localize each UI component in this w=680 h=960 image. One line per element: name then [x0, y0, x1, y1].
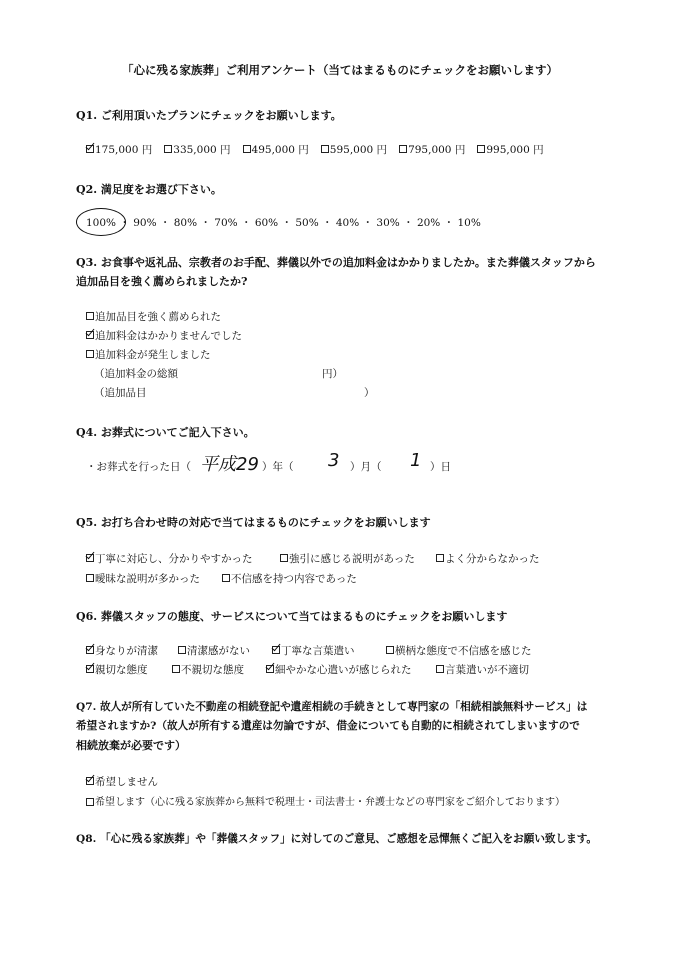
- q3-option[interactable]: [86, 328, 242, 343]
- checkbox-icon[interactable]: [86, 798, 94, 806]
- q5-option[interactable]: [280, 551, 415, 566]
- q4-month-label: ）月（: [350, 461, 382, 473]
- checkbox-icon[interactable]: [436, 665, 444, 673]
- q5-option[interactable]: [86, 571, 200, 586]
- option-label: 丁寧に対応し、分かりやすかった: [95, 553, 253, 565]
- handwritten-day: 1: [410, 450, 422, 471]
- q7-option[interactable]: [86, 774, 158, 789]
- q7-question-line2: 希望されますか?（故人が所有する遺産は勿論ですが、借金についても自動的に相続されてしまいますので: [76, 720, 580, 732]
- option-label: よく分からなかった: [445, 553, 540, 565]
- q3-question-line1: Q3. お食事や返礼品、宗教者のお手配、葬儀以外での追加料金はかかりましたか。また葬儀スタッフから: [76, 256, 596, 269]
- q2-question: Q2. 満足度をお選び下さい。: [76, 183, 222, 196]
- scale-separator: ・: [359, 217, 377, 229]
- checkbox-icon[interactable]: [172, 665, 180, 673]
- checkbox-icon[interactable]: [477, 145, 485, 153]
- q1-question: Q1. ご利用頂いたプランにチェックをお願いします。: [76, 109, 342, 122]
- checkbox-icon[interactable]: [272, 646, 280, 654]
- option-label: 身なりが清潔: [95, 645, 158, 657]
- q3-items-close: ）: [364, 387, 375, 399]
- checkbox-icon[interactable]: [178, 646, 186, 654]
- checkbox-icon[interactable]: [436, 554, 444, 562]
- option-label: 丁寧な言葉遣い: [281, 645, 355, 657]
- scale-separator: ・: [156, 217, 174, 229]
- option-label: 清潔感がない: [187, 645, 250, 657]
- option-label: 親切な態度: [95, 664, 148, 676]
- checkbox-icon[interactable]: [266, 665, 274, 673]
- q3-option[interactable]: [86, 309, 221, 324]
- q3-total-unit: 円）: [322, 368, 343, 380]
- scale-option[interactable]: 80%: [173, 217, 198, 229]
- option-label: 不信感を持つ内容であった: [231, 573, 357, 585]
- q5-question: Q5. お打ち合わせ時の対応で当てはまるものにチェックをお願いします: [76, 516, 431, 529]
- q7-question-line1: Q7. 故人が所有していた不動産の相続登記や遺産相続の手続きとして専門家の「相続相談無料サービス」は: [76, 701, 588, 713]
- q6-option[interactable]: [436, 662, 529, 677]
- option-label: 希望します（心に残る家族葬から無料で税理士・司法書士・弁護士などの専門家をご紹介しております）: [95, 797, 565, 808]
- scale-separator: ・: [278, 217, 296, 229]
- q2-scale: [86, 215, 481, 230]
- option-label: 175,000 円: [95, 144, 153, 156]
- q1-options: [86, 142, 556, 157]
- option-label: 細やかな心遣いが感じられた: [275, 664, 412, 676]
- option-label: 995,000 円: [486, 144, 544, 156]
- q4-year-label: ）年（: [262, 461, 294, 473]
- checkbox-icon[interactable]: [86, 350, 94, 358]
- checkbox-icon[interactable]: [399, 145, 407, 153]
- scale-separator: ・: [237, 217, 255, 229]
- plan-option[interactable]: [243, 144, 309, 156]
- plan-option[interactable]: [164, 144, 230, 156]
- q7-question-line3: 相続放棄が必要です）: [76, 739, 186, 752]
- option-label: 追加料金はかかりませんでした: [95, 330, 242, 342]
- q6-option[interactable]: [272, 643, 355, 658]
- survey-title: 「心に残る家族葬」ご利用アンケート（当てはまるものにチェックをお願いします）: [122, 63, 558, 77]
- scale-separator: ・: [116, 217, 134, 229]
- scale-option[interactable]: 90%: [133, 217, 157, 229]
- q5-option[interactable]: [222, 571, 357, 586]
- scale-option[interactable]: 50%: [295, 217, 319, 229]
- option-label: 595,000 円: [329, 144, 388, 156]
- scale-option[interactable]: 100%: [86, 217, 117, 229]
- option-label: 335,000 円: [173, 144, 231, 156]
- q6-option[interactable]: [266, 662, 412, 677]
- scale-separator: ・: [399, 217, 417, 229]
- scale-separator: ・: [197, 217, 215, 229]
- q3-total-label: （追加料金の総額: [94, 368, 178, 380]
- checkbox-icon[interactable]: [280, 554, 288, 562]
- checkbox-icon[interactable]: [86, 665, 94, 673]
- q5-option[interactable]: [436, 551, 540, 566]
- checkbox-icon[interactable]: [86, 777, 94, 785]
- scale-option[interactable]: 60%: [254, 217, 279, 229]
- checkbox-icon[interactable]: [86, 554, 94, 562]
- handwritten-month: 3: [328, 450, 340, 471]
- checkbox-icon[interactable]: [321, 145, 329, 153]
- option-label: 強引に感じる説明があった: [289, 553, 415, 565]
- checkbox-icon[interactable]: [86, 331, 94, 339]
- checkbox-icon[interactable]: [86, 646, 94, 654]
- q4-prefix: ・お葬式を行った日（: [86, 461, 191, 473]
- q6-option[interactable]: [172, 662, 244, 677]
- scale-separator: ・: [440, 217, 458, 229]
- option-label: 曖昧な説明が多かった: [95, 573, 200, 585]
- option-label: 不親切な態度: [181, 664, 244, 676]
- checkbox-icon[interactable]: [86, 145, 94, 153]
- checkbox-icon[interactable]: [86, 312, 94, 320]
- q3-question-line2: 追加品目を強く薦められましたか?: [76, 275, 248, 288]
- handwritten-era-year: 平成29: [200, 454, 259, 475]
- option-label: 495,000 円: [251, 144, 309, 156]
- plan-option[interactable]: [399, 144, 465, 156]
- q6-option[interactable]: [178, 643, 250, 658]
- option-label: 追加料金が発生しました: [95, 349, 211, 361]
- q4-day-label: ）日: [430, 461, 451, 473]
- q7-option[interactable]: [86, 793, 565, 808]
- q8-question: Q8. 「心に残る家族葬」や「葬儀スタッフ」に対してのご意見、ご感想を忌憚無くご記入をお願い致します。: [76, 833, 598, 845]
- q3-option[interactable]: [86, 347, 211, 362]
- q6-option[interactable]: [86, 643, 158, 658]
- option-label: 横柄な態度で不信感を感じた: [395, 645, 532, 657]
- q6-question: Q6. 葬儀スタッフの態度、サービスについて当てはまるものにチェックをお願いします: [76, 610, 508, 623]
- option-label: 795,000 円: [408, 144, 466, 156]
- option-label: 追加品目を強く薦められた: [95, 311, 221, 323]
- checkbox-icon[interactable]: [222, 574, 230, 582]
- plan-option[interactable]: [86, 144, 152, 156]
- q5-option[interactable]: [86, 551, 253, 566]
- scale-option[interactable]: 70%: [214, 217, 238, 229]
- checkbox-icon[interactable]: [243, 145, 251, 153]
- q6-option[interactable]: [86, 662, 148, 677]
- checkbox-icon[interactable]: [386, 646, 394, 654]
- checkbox-icon[interactable]: [86, 574, 94, 582]
- scale-option[interactable]: 40%: [335, 217, 360, 229]
- scale-separator: ・: [318, 217, 336, 229]
- q4-question: Q4. お葬式についてご記入下さい。: [76, 426, 255, 439]
- scale-option[interactable]: 30%: [376, 217, 400, 229]
- plan-option[interactable]: [321, 144, 387, 156]
- option-label: 希望しません: [95, 776, 158, 788]
- option-label: 言葉遣いが不適切: [445, 664, 529, 676]
- scale-option[interactable]: 10%: [457, 217, 481, 229]
- scale-option[interactable]: 20%: [416, 217, 441, 229]
- checkbox-icon[interactable]: [164, 145, 172, 153]
- q6-option[interactable]: [386, 643, 532, 658]
- plan-option[interactable]: [477, 144, 543, 156]
- q3-items-label: （追加品目: [94, 387, 147, 399]
